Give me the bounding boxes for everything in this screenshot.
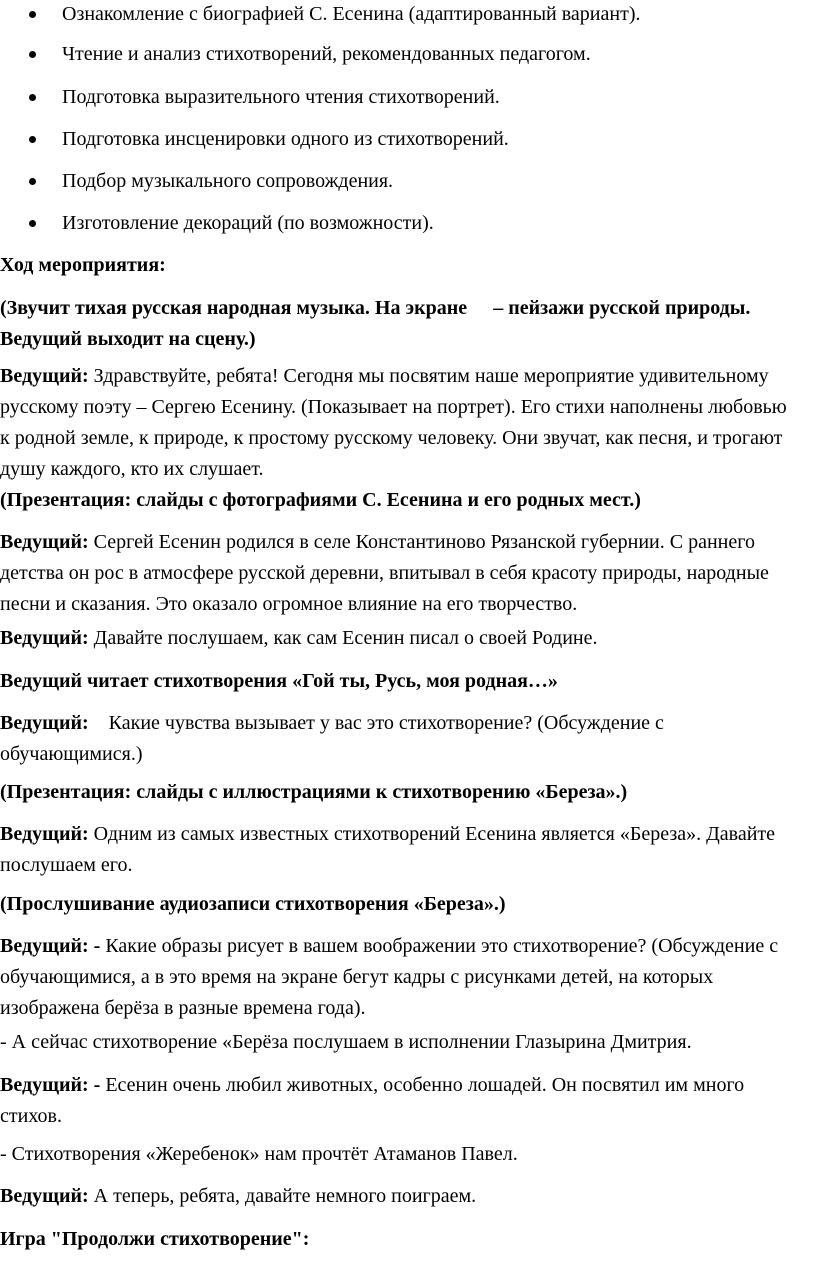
speaker-label: Ведущий: -	[0, 1074, 101, 1096]
list-item: Ознакомление с биографией С. Есенина (адаптированный вариант).	[0, 1, 816, 27]
host-speech: Ведущий: Сергей Есенин родился в селе Константиново Рязанской губернии. С раннего детства он рос в атмосфере русской деревни, впитывал в себя красоту природы, народные песни и сказания. Это оказало огромное влияние на его творчество.	[0, 531, 769, 615]
bullet-icon	[29, 51, 36, 58]
announcement: - А сейчас стихотворение «Берёза послушаем в исполнении Глазырина Дмитрия.	[0, 1031, 692, 1053]
host-speech: Ведущий: Давайте послушаем, как сам Есенин писал о своей Родине.	[0, 627, 598, 649]
stage-direction: (Презентация: слайды с фотографиями С. Есенина и его родных мест.)	[0, 489, 641, 511]
stage-direction: (Прослушивание аудиозаписи стихотворения «Береза».)	[0, 893, 506, 915]
list-item: Подготовка выразительного чтения стихотворений.	[0, 84, 816, 110]
list-item: Подбор музыкального сопровождения.	[0, 168, 816, 194]
host-speech: Ведущий: Одним из самых известных стихотворений Есенина является «Береза». Давайте послушаем его.	[0, 823, 776, 876]
list-item: Подготовка инсценировки одного из стихотворений.	[0, 126, 816, 152]
heading-event-course: Ход мероприятия:	[0, 254, 166, 276]
stage-direction: (Презентация: слайды с иллюстрациями к стихотворению «Береза».)	[0, 781, 628, 803]
speaker-label: Ведущий: -	[0, 935, 101, 957]
stage-direction: Ведущий читает стихотворения «Гой ты, Русь, моя родная…»	[0, 670, 558, 692]
list-item: Изготовление декораций (по возможности).	[0, 210, 816, 236]
host-speech: Ведущий: Здравствуйте, ребята! Сегодня мы посвятим наше мероприятие удивительному русскому поэту – Сергею Есенину. (Показывает на портрет). Его стихи наполнены любовью к родной земле, к природе, к простому русскому человеку. Они звучат, как песня, и трогают душу каждого, кто их слушает.	[0, 365, 787, 480]
announcement: - Стихотворения «Жеребенок» нам прочтёт Атаманов Павел.	[0, 1143, 518, 1165]
speaker-label: Ведущий:	[0, 365, 89, 387]
bullet-icon	[29, 178, 36, 185]
host-speech: Ведущий: А теперь, ребята, давайте немного поиграем.	[0, 1185, 477, 1207]
speaker-label: Ведущий:	[0, 531, 89, 553]
host-speech: Ведущий: - Какие образы рисует в вашем воображении это стихотворение? (Обсуждение с обучающимися, а в это время на экране бегут кадры с рисунками детей, на которых изображена берёза в разные времена года).	[0, 935, 779, 1019]
speaker-label: Ведущий:	[0, 712, 89, 734]
bullet-icon	[29, 94, 36, 101]
bullet-icon	[29, 11, 36, 18]
speaker-label: Ведущий:	[0, 1185, 89, 1207]
stage-direction: (Звучит тихая русская народная музыка. На экране – пейзажи русской природы. Ведущий выходит на сцену.)	[0, 297, 751, 350]
list-item: Чтение и анализ стихотворений, рекомендованных педагогом.	[0, 41, 816, 67]
bullet-icon	[29, 136, 36, 143]
heading-game: Игра "Продолжи стихотворение":	[0, 1228, 310, 1250]
bullet-icon	[29, 220, 36, 227]
speaker-label: Ведущий:	[0, 627, 89, 649]
speaker-label: Ведущий:	[0, 823, 89, 845]
host-speech: Ведущий: - Есенин очень любил животных, особенно лошадей. Он посвятил им много стихов.	[0, 1074, 745, 1127]
host-speech: Ведущий: Какие чувства вызывает у вас это стихотворение? (Обсуждение с обучающимися.)	[0, 712, 664, 765]
